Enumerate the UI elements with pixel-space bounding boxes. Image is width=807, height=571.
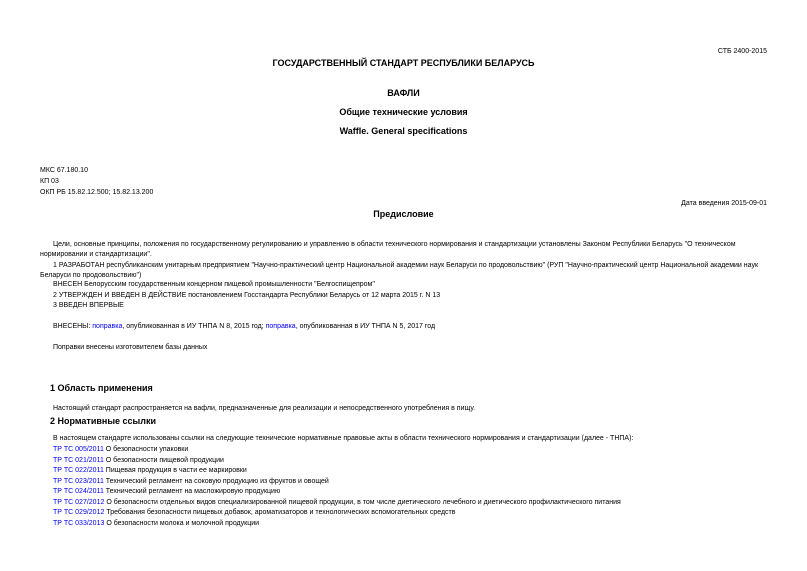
reference-title: Пищевая продукция в части ее маркировки bbox=[103, 467, 247, 474]
amendment-text-2017: , опубликованная в ИУ ТНПА N 5, 2017 год bbox=[295, 323, 436, 330]
reference-title: Технический регламент на соковую продукцию из фруктов и овощей bbox=[103, 478, 329, 485]
mks-code: МКС 67.180.10 bbox=[40, 167, 88, 174]
reference-title: О безопасности пищевой продукции bbox=[103, 457, 224, 464]
foreword-paragraph-submitted: ВНЕСЕН Белорусским государственным концерном пищевой промышленности "Белгоспищепром" bbox=[53, 281, 375, 288]
kp-code: КП 03 bbox=[40, 178, 59, 185]
reference-link[interactable]: ТР ТС 023/2011 bbox=[53, 478, 104, 485]
section-2-heading: 2 Нормативные ссылки bbox=[50, 416, 156, 426]
reference-item bbox=[53, 509, 455, 516]
reference-item bbox=[53, 488, 280, 495]
reference-link[interactable]: ТР ТС 033/2013 bbox=[53, 520, 105, 527]
reference-item bbox=[53, 499, 621, 506]
corrections-note: Поправки внесены изготовителем базы данных bbox=[53, 344, 208, 351]
amendment-link-2015[interactable]: поправка bbox=[92, 323, 123, 330]
reference-title: Технический регламент на масложировую продукцию bbox=[103, 488, 281, 495]
amendments-prefix: ВНЕСЕНЫ: bbox=[53, 323, 93, 330]
reference-link[interactable]: ТР ТС 022/2011 bbox=[53, 467, 104, 474]
product-name: ВАФЛИ bbox=[387, 88, 420, 98]
standard-title: ГОСУДАРСТВЕННЫЙ СТАНДАРТ РЕСПУБЛИКИ БЕЛАРУСЬ bbox=[272, 58, 535, 68]
reference-title: О безопасности молока и молочной продукции bbox=[104, 520, 260, 527]
reference-link[interactable]: ТР ТС 027/2012 bbox=[53, 499, 105, 506]
reference-item bbox=[53, 520, 259, 527]
reference-item bbox=[53, 467, 247, 474]
foreword-paragraph-approved: 2 УТВЕРЖДЕН И ВВЕДЕН В ДЕЙСТВИЕ постановлением Госстандарта Республики Беларусь от 12 марта 2015 г. N 13 bbox=[53, 292, 441, 299]
reference-title: Требования безопасности пищевых добавок, ароматизаторов и технологических вспомогательных средств bbox=[104, 509, 456, 516]
reference-title: О безопасности отдельных видов специализированной пищевой продукции, в том числе диетического лечебного и диетического профилактического питания bbox=[104, 499, 621, 506]
section-1-heading: 1 Область применения bbox=[50, 383, 153, 393]
amendment-text-2015: , опубликованная в ИУ ТНПА N 8, 2015 год; bbox=[122, 323, 266, 330]
reference-link[interactable]: ТР ТС 029/2012 bbox=[53, 509, 105, 516]
amendments-line bbox=[53, 323, 435, 330]
okp-code: ОКП РБ 15.82.12.500; 15.82.13.200 bbox=[40, 189, 154, 196]
foreword-paragraph-developed: 1 РАЗРАБОТАН республиканским унитарным предприятием "Научно-практический центр Национальной академии наук Беларуси по продовольствию" (РУП "Научно-практический центр Национальной академии наук Беларуси по продовольствию") bbox=[40, 262, 759, 279]
reference-title: О безопасности упаковки bbox=[103, 446, 189, 453]
amendment-link-2017[interactable]: поправка bbox=[265, 323, 296, 330]
foreword-paragraph-first-introduced: 3 ВВЕДЕН ВПЕРВЫЕ bbox=[53, 302, 124, 309]
foreword-paragraph-goals: Цели, основные принципы, положения по государственному регулированию и управлению в области технического нормирования и стандартизации установлены Законом Республики Беларусь "О техническом нормировании и стандартизации". bbox=[40, 241, 736, 258]
reference-link[interactable]: ТР ТС 005/2011 bbox=[53, 446, 104, 453]
reference-link[interactable]: ТР ТС 024/2011 bbox=[53, 488, 104, 495]
english-title: Waffle. General specifications bbox=[339, 126, 468, 136]
reference-link[interactable]: ТР ТС 021/2011 bbox=[53, 457, 104, 464]
reference-item bbox=[53, 457, 224, 464]
reference-item bbox=[53, 478, 329, 485]
foreword-heading: Предисловие bbox=[373, 209, 434, 219]
introduction-date: Дата введения 2015-09-01 bbox=[681, 200, 767, 207]
section-1-text: Настоящий стандарт распространяется на вафли, предназначенные для реализации и непосредственного употребления в пищу. bbox=[53, 405, 476, 412]
reference-item bbox=[53, 446, 188, 453]
document-subtitle: Общие технические условия bbox=[339, 107, 468, 117]
section-2-intro: В настоящем стандарте использованы ссылки на следующие технические нормативные правовые акты в области технического нормирования и стандартизации (далее - ТНПА): bbox=[53, 435, 634, 442]
document-code: СТБ 2400-2015 bbox=[717, 48, 767, 55]
